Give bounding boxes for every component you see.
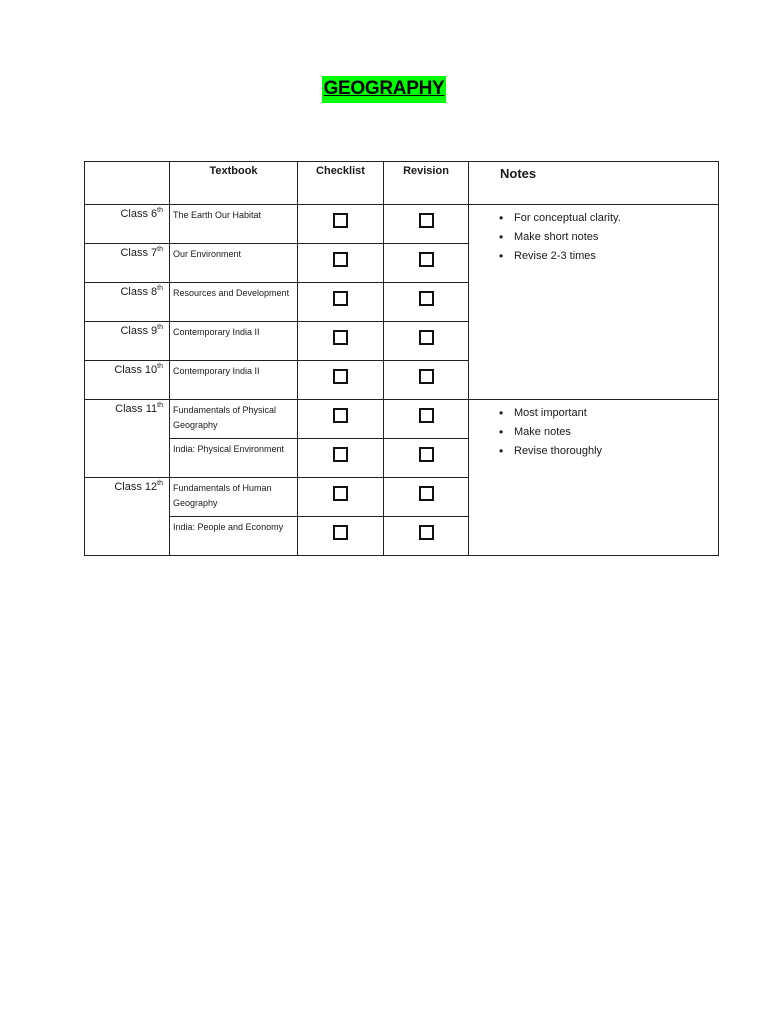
notes-cell-school: [469, 205, 719, 400]
textbook-cell: The Earth Our Habitat: [170, 205, 298, 244]
checklist-checkbox[interactable]: [333, 252, 348, 267]
textbook-cell: India: People and Economy: [170, 517, 298, 556]
class-suffix: th: [157, 480, 163, 487]
class-cell: [85, 322, 170, 361]
checklist-checkbox[interactable]: [333, 486, 348, 501]
notes-item: • Most important: [499, 404, 718, 423]
textbook-cell: India: Physical Environment: [170, 439, 298, 478]
revision-checkbox[interactable]: [419, 525, 434, 540]
class-cell: [85, 283, 170, 322]
class-label: Class 11: [115, 403, 158, 415]
notes-cell-senior: [469, 400, 719, 556]
header-row: [85, 162, 719, 205]
class-label: Class 7: [120, 247, 158, 259]
revision-checkbox[interactable]: [419, 330, 434, 345]
header-notes: Notes: [469, 162, 719, 205]
class-label: Class 8: [120, 286, 158, 298]
class-cell: [85, 400, 170, 478]
class-suffix: th: [157, 207, 163, 214]
textbook-cell: Contemporary India II: [170, 361, 298, 400]
checklist-checkbox[interactable]: [333, 213, 348, 228]
notes-item: • Revise thoroughly: [499, 442, 718, 461]
revision-checkbox[interactable]: [419, 369, 434, 384]
header-class: [85, 162, 170, 205]
notes-item: • For conceptual clarity.: [499, 209, 718, 228]
notes-item: • Make short notes: [499, 228, 718, 247]
class-cell: [85, 478, 170, 556]
table-row: [85, 205, 719, 244]
page-title: GEOGRAPHY: [322, 76, 447, 103]
header-revision: Revision: [384, 162, 469, 205]
revision-checkbox[interactable]: [419, 486, 434, 501]
class-suffix: th: [157, 246, 163, 253]
class-label: Class 10: [114, 364, 158, 376]
notes-list: [499, 209, 718, 266]
textbook-cell: Resources and Development: [170, 283, 298, 322]
class-suffix: th: [157, 285, 163, 292]
table-row: [85, 400, 719, 439]
textbook-cell: Fundamentals of Physical Geography: [170, 400, 298, 439]
revision-checkbox[interactable]: [419, 408, 434, 423]
textbook-cell: Contemporary India II: [170, 322, 298, 361]
textbook-cell: Fundamentals of Human Geography: [170, 478, 298, 517]
class-suffix: th: [157, 402, 163, 409]
class-suffix: th: [157, 363, 163, 370]
class-cell: [85, 244, 170, 283]
checklist-checkbox[interactable]: [333, 291, 348, 306]
class-label: Class 9: [120, 325, 158, 337]
notes-list: [499, 404, 718, 461]
textbook-cell: Our Environment: [170, 244, 298, 283]
revision-checkbox[interactable]: [419, 252, 434, 267]
class-label: Class 6: [120, 208, 158, 220]
notes-item: • Make notes: [499, 423, 718, 442]
checklist-checkbox[interactable]: [333, 525, 348, 540]
checklist-checkbox[interactable]: [333, 447, 348, 462]
checklist-checkbox[interactable]: [333, 408, 348, 423]
header-textbook: Textbook: [170, 162, 298, 205]
class-label: Class 12: [114, 481, 158, 493]
checklist-checkbox[interactable]: [333, 330, 348, 345]
study-plan-table: [84, 161, 719, 556]
notes-item: • Revise 2-3 times: [499, 247, 718, 266]
class-cell: [85, 205, 170, 244]
checklist-checkbox[interactable]: [333, 369, 348, 384]
revision-checkbox[interactable]: [419, 213, 434, 228]
revision-checkbox[interactable]: [419, 447, 434, 462]
header-checklist: Checklist: [298, 162, 384, 205]
class-suffix: th: [157, 324, 163, 331]
revision-checkbox[interactable]: [419, 291, 434, 306]
class-cell: [85, 361, 170, 400]
